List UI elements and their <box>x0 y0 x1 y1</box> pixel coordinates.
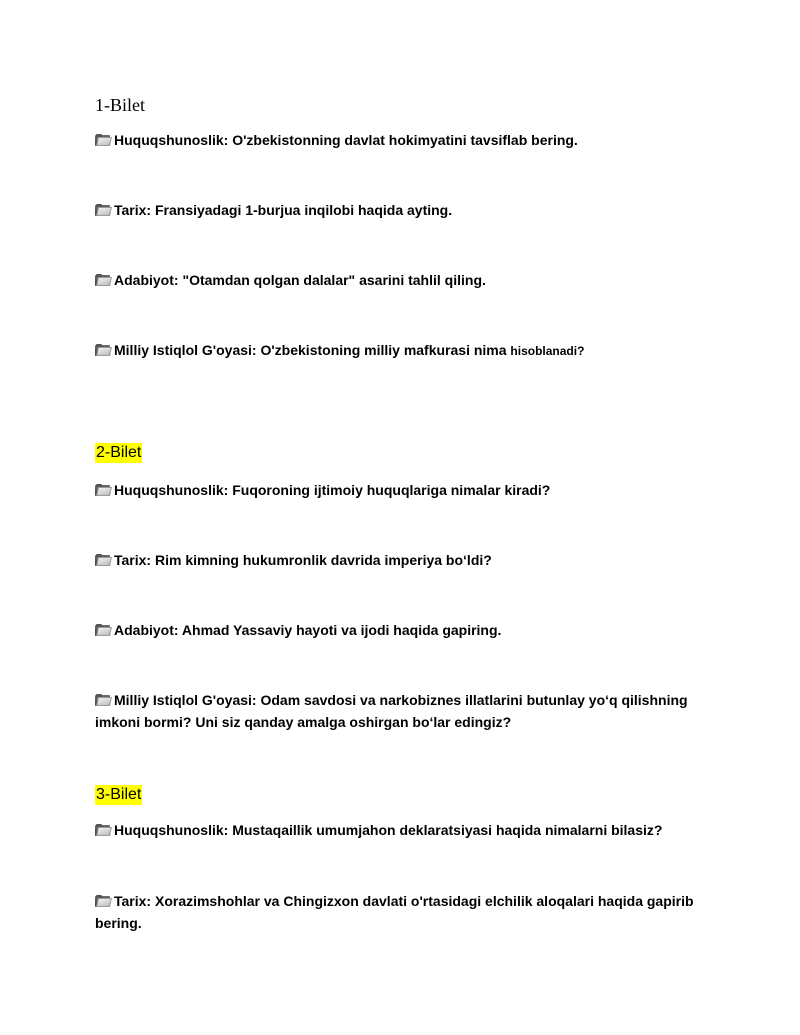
question-text: Huquqshunoslik: O'zbekistonning davlat hokimyatini tavsiflab bering. <box>114 132 578 148</box>
folder-icon <box>95 484 111 496</box>
question-text: Adabiyot: "Otamdan qolgan dalalar" asarini tahlil qiling. <box>114 272 486 288</box>
folder-icon <box>95 274 111 286</box>
ticket-2-title: 2-Bilet <box>96 444 142 461</box>
ticket-1-question-4 <box>95 339 695 362</box>
ticket-1-question-3 <box>95 269 695 291</box>
question-text: Tarix: Rim kimning hukumronlik davrida imperiya bo‘ldi? <box>114 552 492 568</box>
ticket-3-title: 3-Bilet <box>96 786 142 803</box>
ticket-2-question-2 <box>95 549 695 571</box>
folder-icon <box>95 554 111 566</box>
folder-icon <box>95 344 111 356</box>
ticket-1-question-2 <box>95 199 695 221</box>
question-text: Tarix: Fransiyadagi 1-burjua inqilobi haqida ayting. <box>114 202 453 218</box>
folder-icon <box>95 624 111 636</box>
ticket-1-title: 1-Bilet <box>95 95 145 115</box>
question-text: Huquqshunoslik: Mustaqaillik umumjahon deklaratsiyasi haqida nimalarni bilasiz? <box>114 822 663 838</box>
question-text: Tarix: Xorazimshohlar va Chingizxon davlati o'rtasidagi elchilik aloqalari haqida gapirib bering. <box>95 893 694 931</box>
ticket-3-question-2 <box>95 890 695 934</box>
folder-icon <box>95 824 111 836</box>
folder-icon <box>95 204 111 216</box>
question-text: Milliy Istiqlol G'oyasi: Odam savdosi va narkobiznes illatlarini butunlay yo‘q qilishning imkoni bormi? Uni siz qanday amalga oshirgan bo‘lar edingiz? <box>95 692 688 730</box>
ticket-2-question-1 <box>95 479 695 501</box>
question-text: Adabiyot: Ahmad Yassaviy hayoti va ijodi haqida gapiring. <box>114 622 502 638</box>
folder-icon <box>95 895 111 907</box>
ticket-1-question-1 <box>95 129 695 151</box>
folder-icon <box>95 134 111 146</box>
ticket-2-question-4 <box>95 689 695 733</box>
folder-icon <box>95 694 111 706</box>
question-text: Huquqshunoslik: Fuqoroning ijtimoiy huquqlariga nimalar kiradi? <box>114 482 551 498</box>
question-text: Milliy Istiqlol G'oyasi: O'zbekistoning milliy mafkurasi nima <box>114 342 511 358</box>
ticket-2-question-3 <box>95 619 695 641</box>
question-text-small: hisoblanadi? <box>510 344 585 358</box>
ticket-3-question-1 <box>95 819 695 841</box>
